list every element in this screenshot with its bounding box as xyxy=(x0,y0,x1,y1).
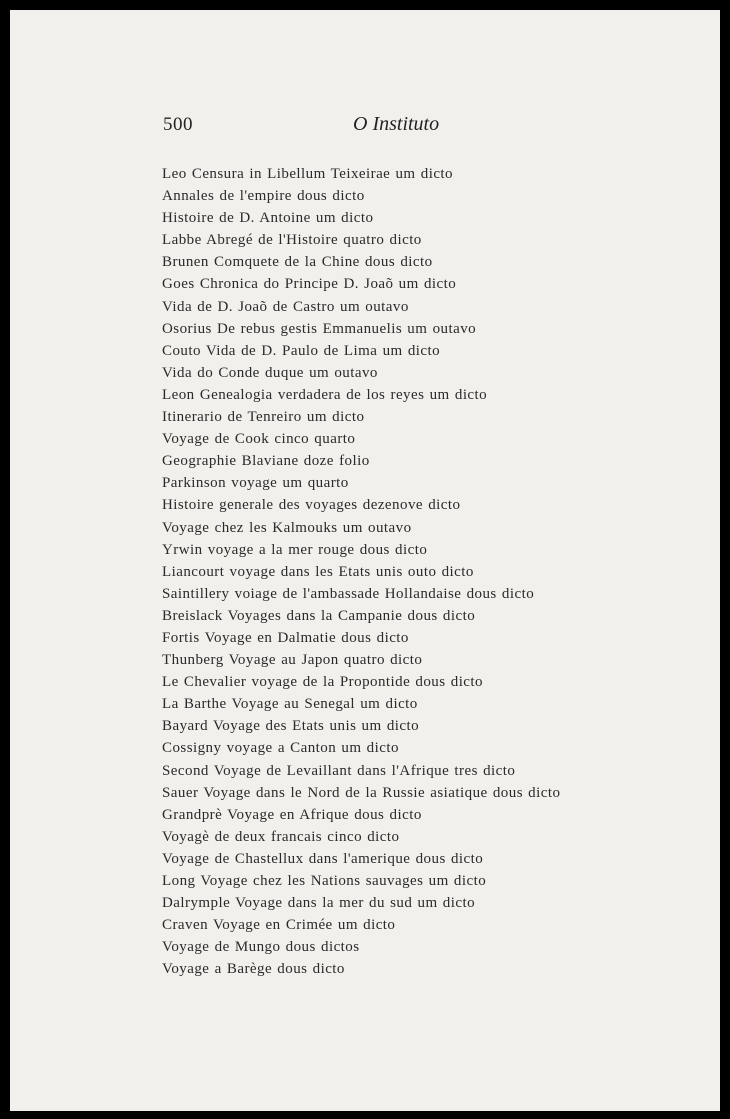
list-item: Geographie Blaviane doze folio xyxy=(162,453,370,470)
list-item: Cossigny voyage a Canton um dicto xyxy=(162,740,399,757)
list-item: Voyage de Chastellux dans l'amerique dous dicto xyxy=(162,850,484,867)
list-item: Vida de D. Joaõ de Castro um outavo xyxy=(162,298,409,315)
list-item: Second Voyage de Levaillant dans l'Afrique tres dicto xyxy=(162,762,516,779)
book-list xyxy=(162,163,720,980)
list-item: Saintillery voiage de l'ambassade Hollandaise dous dicto xyxy=(162,585,535,602)
list-item: Voyage de Cook cinco quarto xyxy=(162,431,356,448)
list-item: Craven Voyage en Crimée um dicto xyxy=(162,917,396,934)
list-item: Voyage de Mungo dous dictos xyxy=(162,939,360,956)
list-item: Leon Genealogia verdadera de los reyes um dicto xyxy=(162,386,488,403)
list-item: Itinerario de Tenreiro um dicto xyxy=(162,409,365,426)
list-item: Voyage a Barège dous dicto xyxy=(162,961,345,978)
list-item: Liancourt voyage dans les Etats unis outo dicto xyxy=(162,563,474,580)
list-item: Sauer Voyage dans le Nord de la Russie asiatique dous dicto xyxy=(162,784,561,801)
list-item: Dalrymple Voyage dans la mer du sud um dicto xyxy=(162,895,476,912)
list-item: Yrwin voyage a la mer rouge dous dicto xyxy=(162,541,428,558)
list-item: Histoire de D. Antoine um dicto xyxy=(162,210,374,227)
list-item: Fortis Voyage en Dalmatie dous dicto xyxy=(162,629,409,646)
list-item: Voyage chez les Kalmouks um outavo xyxy=(162,519,412,536)
list-item: Histoire generale des voyages dezenove dicto xyxy=(162,497,461,514)
list-item: Parkinson voyage um quarto xyxy=(162,475,349,492)
list-item: Breislack Voyages dans la Campanie dous dicto xyxy=(162,607,476,624)
list-item: Goes Chronica do Principe D. Joaõ um dicto xyxy=(162,276,457,293)
list-item: Thunberg Voyage au Japon quatro dicto xyxy=(162,652,423,669)
list-item: Voyagè de deux francais cinco dicto xyxy=(162,828,400,845)
list-item: Labbe Abregé de l'Histoire quatro dicto xyxy=(162,232,422,249)
list-item: Bayard Voyage des Etats unis um dicto xyxy=(162,718,420,735)
book-page xyxy=(10,10,720,1111)
list-item: Osorius De rebus gestis Emmanuelis um outavo xyxy=(162,320,477,337)
page-number: 500 xyxy=(163,114,193,135)
list-item: Grandprè Voyage en Afrique dous dicto xyxy=(162,806,422,823)
list-item: Long Voyage chez les Nations sauvages um dicto xyxy=(162,873,487,889)
list-item: Brunen Comquete de la Chine dous dicto xyxy=(162,254,433,271)
list-item: La Barthe Voyage au Senegal um dicto xyxy=(162,696,418,713)
list-item: Couto Vida de D. Paulo de Lima um dicto xyxy=(162,342,441,359)
running-title: O Instituto xyxy=(353,113,440,135)
list-item: Annales de l'empire dous dicto xyxy=(162,188,365,205)
list-item: Vida do Conde duque um outavo xyxy=(162,364,378,381)
list-item: Le Chevalier voyage de la Propontide dous dicto xyxy=(162,674,483,691)
list-item: Leo Censura in Libellum Teixeirae um dicto xyxy=(162,166,453,182)
